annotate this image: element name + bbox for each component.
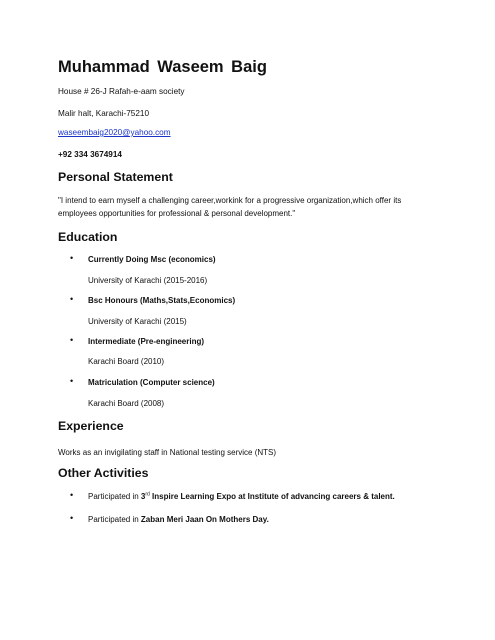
activity-bold-text: Inspire Learning Expo at Institute of advancing careers & talent. — [149, 492, 395, 501]
bullet-icon: • — [70, 376, 74, 386]
bullet-icon: • — [70, 490, 74, 500]
bullet-icon: • — [70, 513, 74, 523]
activity-ordinal-suffix: rd — [145, 491, 150, 498]
activity-bold-text: Zaban Meri Jaan On Mothers Day. — [140, 515, 269, 524]
other-activities-heading: Other Activities — [58, 466, 149, 480]
experience-heading: Experience — [58, 419, 124, 433]
activity-item — [88, 515, 269, 524]
education-item-title: Intermediate (Pre-engineering) — [88, 337, 205, 346]
activity-prefix: Participated in — [88, 492, 141, 501]
activity-item — [88, 492, 395, 501]
activity-ordinal-number: 3 — [140, 492, 146, 501]
education-item-detail: University of Karachi (2015-2016) — [88, 276, 208, 285]
education-item-title: Currently Doing Msc (economics) — [88, 255, 216, 264]
personal-statement-text: "I intend to earn myself a challenging career,workink for a progressive organization,which offer its employees opportunities for professional & personal development." — [58, 196, 402, 218]
education-item-title: Matriculation (Computer science) — [88, 378, 215, 387]
education-item-detail: Karachi Board (2008) — [88, 399, 165, 408]
education-item-detail: University of Karachi (2015) — [88, 317, 187, 326]
personal-statement-heading: Personal Statement — [58, 170, 173, 184]
experience-text: Works as an invigilating staff in National testing service (NTS) — [58, 448, 277, 457]
education-item-detail: Karachi Board (2010) — [88, 357, 165, 366]
address-line-1: House # 26-J Rafah-e-aam society — [58, 87, 185, 96]
bullet-icon: • — [70, 335, 74, 345]
bullet-icon: • — [70, 253, 74, 263]
education-item-title: Bsc Honours (Maths,Stats,Economics) — [88, 296, 236, 305]
activity-prefix: Participated in — [88, 515, 141, 524]
address-line-2: Malir halt, Karachi-75210 — [58, 109, 150, 118]
phone-number: +92 334 3674914 — [58, 150, 122, 159]
bullet-icon: • — [70, 294, 74, 304]
candidate-name: Muhammad Waseem Baig — [58, 58, 267, 76]
education-heading: Education — [58, 230, 118, 244]
email-link[interactable]: waseembaig2020@yahoo.com — [58, 128, 171, 137]
